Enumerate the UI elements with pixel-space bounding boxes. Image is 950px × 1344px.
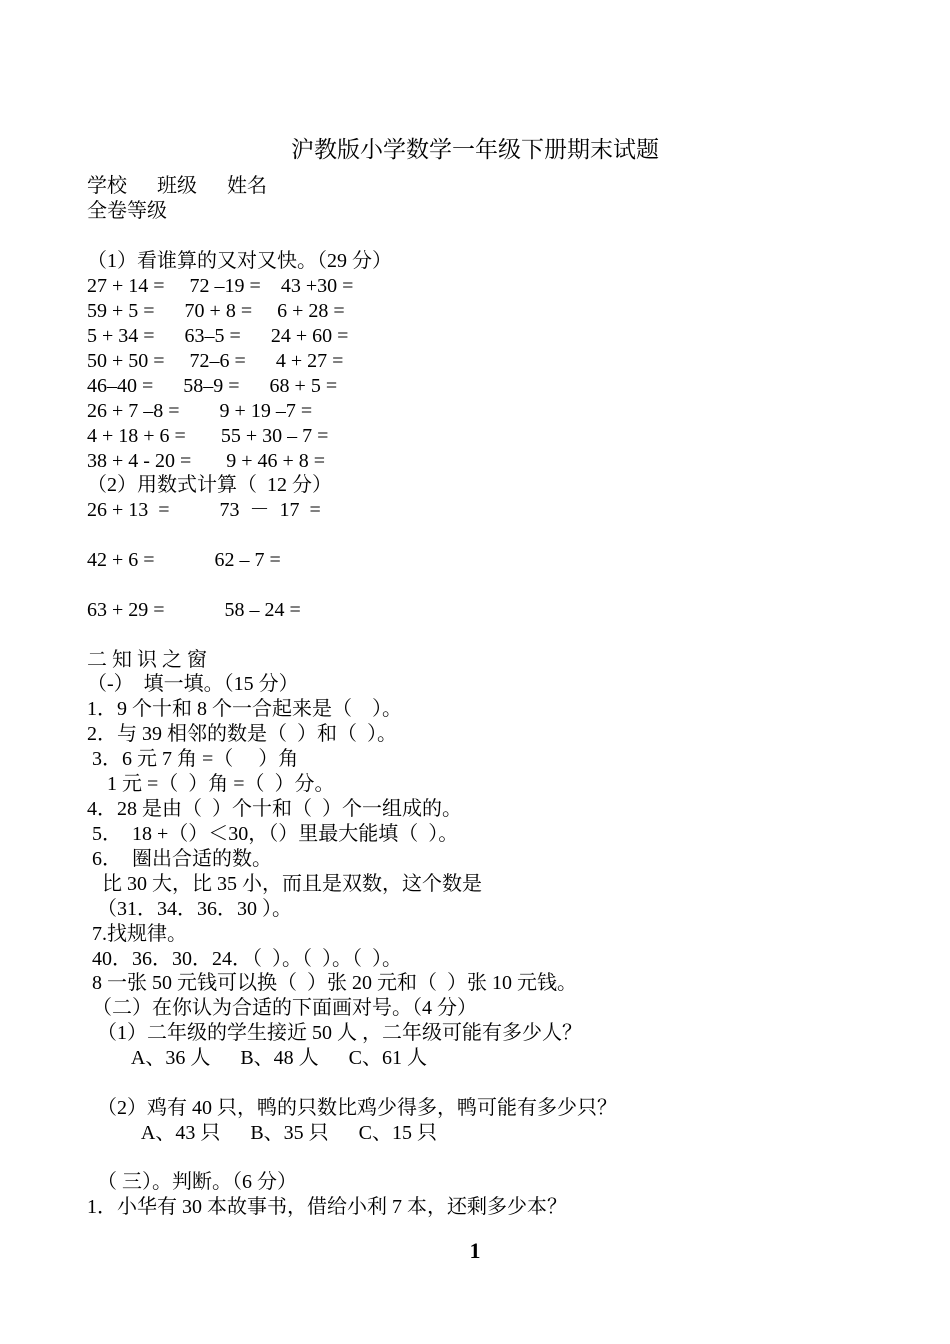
section2-heading: （2）用数式计算（ 12 分）	[87, 474, 332, 496]
fill-item: 5． 18 +（）＜30，（）里最大能填（ ）。	[87, 823, 459, 845]
fill-item: 4．28 是由（ ）个十和（ ）个一组成的。	[87, 798, 462, 820]
fill-item: 2．与 39 相邻的数是（ ）和（ ）。	[87, 723, 397, 745]
judge-heading: （ 三）。判断。（6 分）	[87, 1171, 297, 1193]
choice-question: （2）鸡有 40 只，鸭的只数比鸡少得多，鸭可能有多少只？	[87, 1097, 617, 1119]
vertical-calc-row: 26 + 13 = 73 － 17 =	[87, 499, 321, 521]
calc-row: 50 + 50 = 72–6 = 4 + 27 =	[87, 350, 344, 372]
calc-row: 4 + 18 + 6 = 55 + 30 – 7 =	[87, 425, 329, 447]
calc-row: 59 + 5 = 70 + 8 = 6 + 28 =	[87, 300, 345, 322]
choice-options: A、43 只 B、35 只 C、15 只	[87, 1122, 438, 1144]
grade-line: 全卷等级	[87, 200, 167, 222]
fill-item: 40．36．30．24．（ ）。（ ）。（ ）。	[87, 948, 402, 970]
fill-item: 3．6 元 7 角 =（ ）角	[87, 748, 299, 770]
vertical-calc-row: 42 + 6 = 62 – 7 =	[87, 549, 281, 571]
fill-item: 7.找规律。	[87, 923, 187, 945]
fill-heading: （-） 填一填。（15 分）	[87, 673, 299, 695]
page-title: 沪教版小学数学一年级下册期末试题	[291, 137, 659, 162]
fill-item: 1 元 =（ ）角 =（ ）分。	[87, 773, 335, 795]
calc-row: 38 + 4 - 20 = 9 + 46 + 8 =	[87, 450, 326, 472]
fill-item: 1．9 个十和 8 个一合起来是（ ）。	[87, 698, 402, 720]
calc-row: 26 + 7 –8 = 9 + 19 –7 =	[87, 400, 313, 422]
judge-item: 1．小华有 30 本故事书，借给小利 7 本，还剩多少本？	[87, 1196, 567, 1218]
section1-heading: （1）看谁算的又对又快。（29 分）	[87, 250, 392, 272]
student-info-line: 学校 班级 姓名	[87, 175, 267, 197]
choice-question: （1）二年级的学生接近 50 人 ，二年级可能有多少人？	[87, 1022, 582, 1044]
fill-item: 8 一张 50 元钱可以换（ ）张 20 元和（ ）张 10 元钱。	[87, 972, 577, 994]
fill-item: 比 30 大，比 35 小，而且是双数，这个数是	[87, 873, 482, 895]
fill-item: 6． 圈出合适的数。	[87, 848, 272, 870]
knowledge-heading: 二 知 识 之 窗	[87, 649, 207, 671]
choice-options: A、36 人 B、48 人 C、61 人	[87, 1047, 428, 1069]
vertical-calc-row: 63 + 29 = 58 – 24 =	[87, 599, 301, 621]
fill-item: （31．34．36．30 ）。	[87, 898, 292, 920]
choose-heading: （二）在你认为合适的下面画对号。（4 分）	[87, 997, 477, 1019]
calc-row: 46–40 = 58–9 = 68 + 5 =	[87, 375, 338, 397]
calc-row: 27 + 14 = 72 –19 = 43 +30 =	[87, 275, 354, 297]
calc-row: 5 + 34 = 63–5 = 24 + 60 =	[87, 325, 349, 347]
page-number: 1	[469, 1238, 481, 1263]
